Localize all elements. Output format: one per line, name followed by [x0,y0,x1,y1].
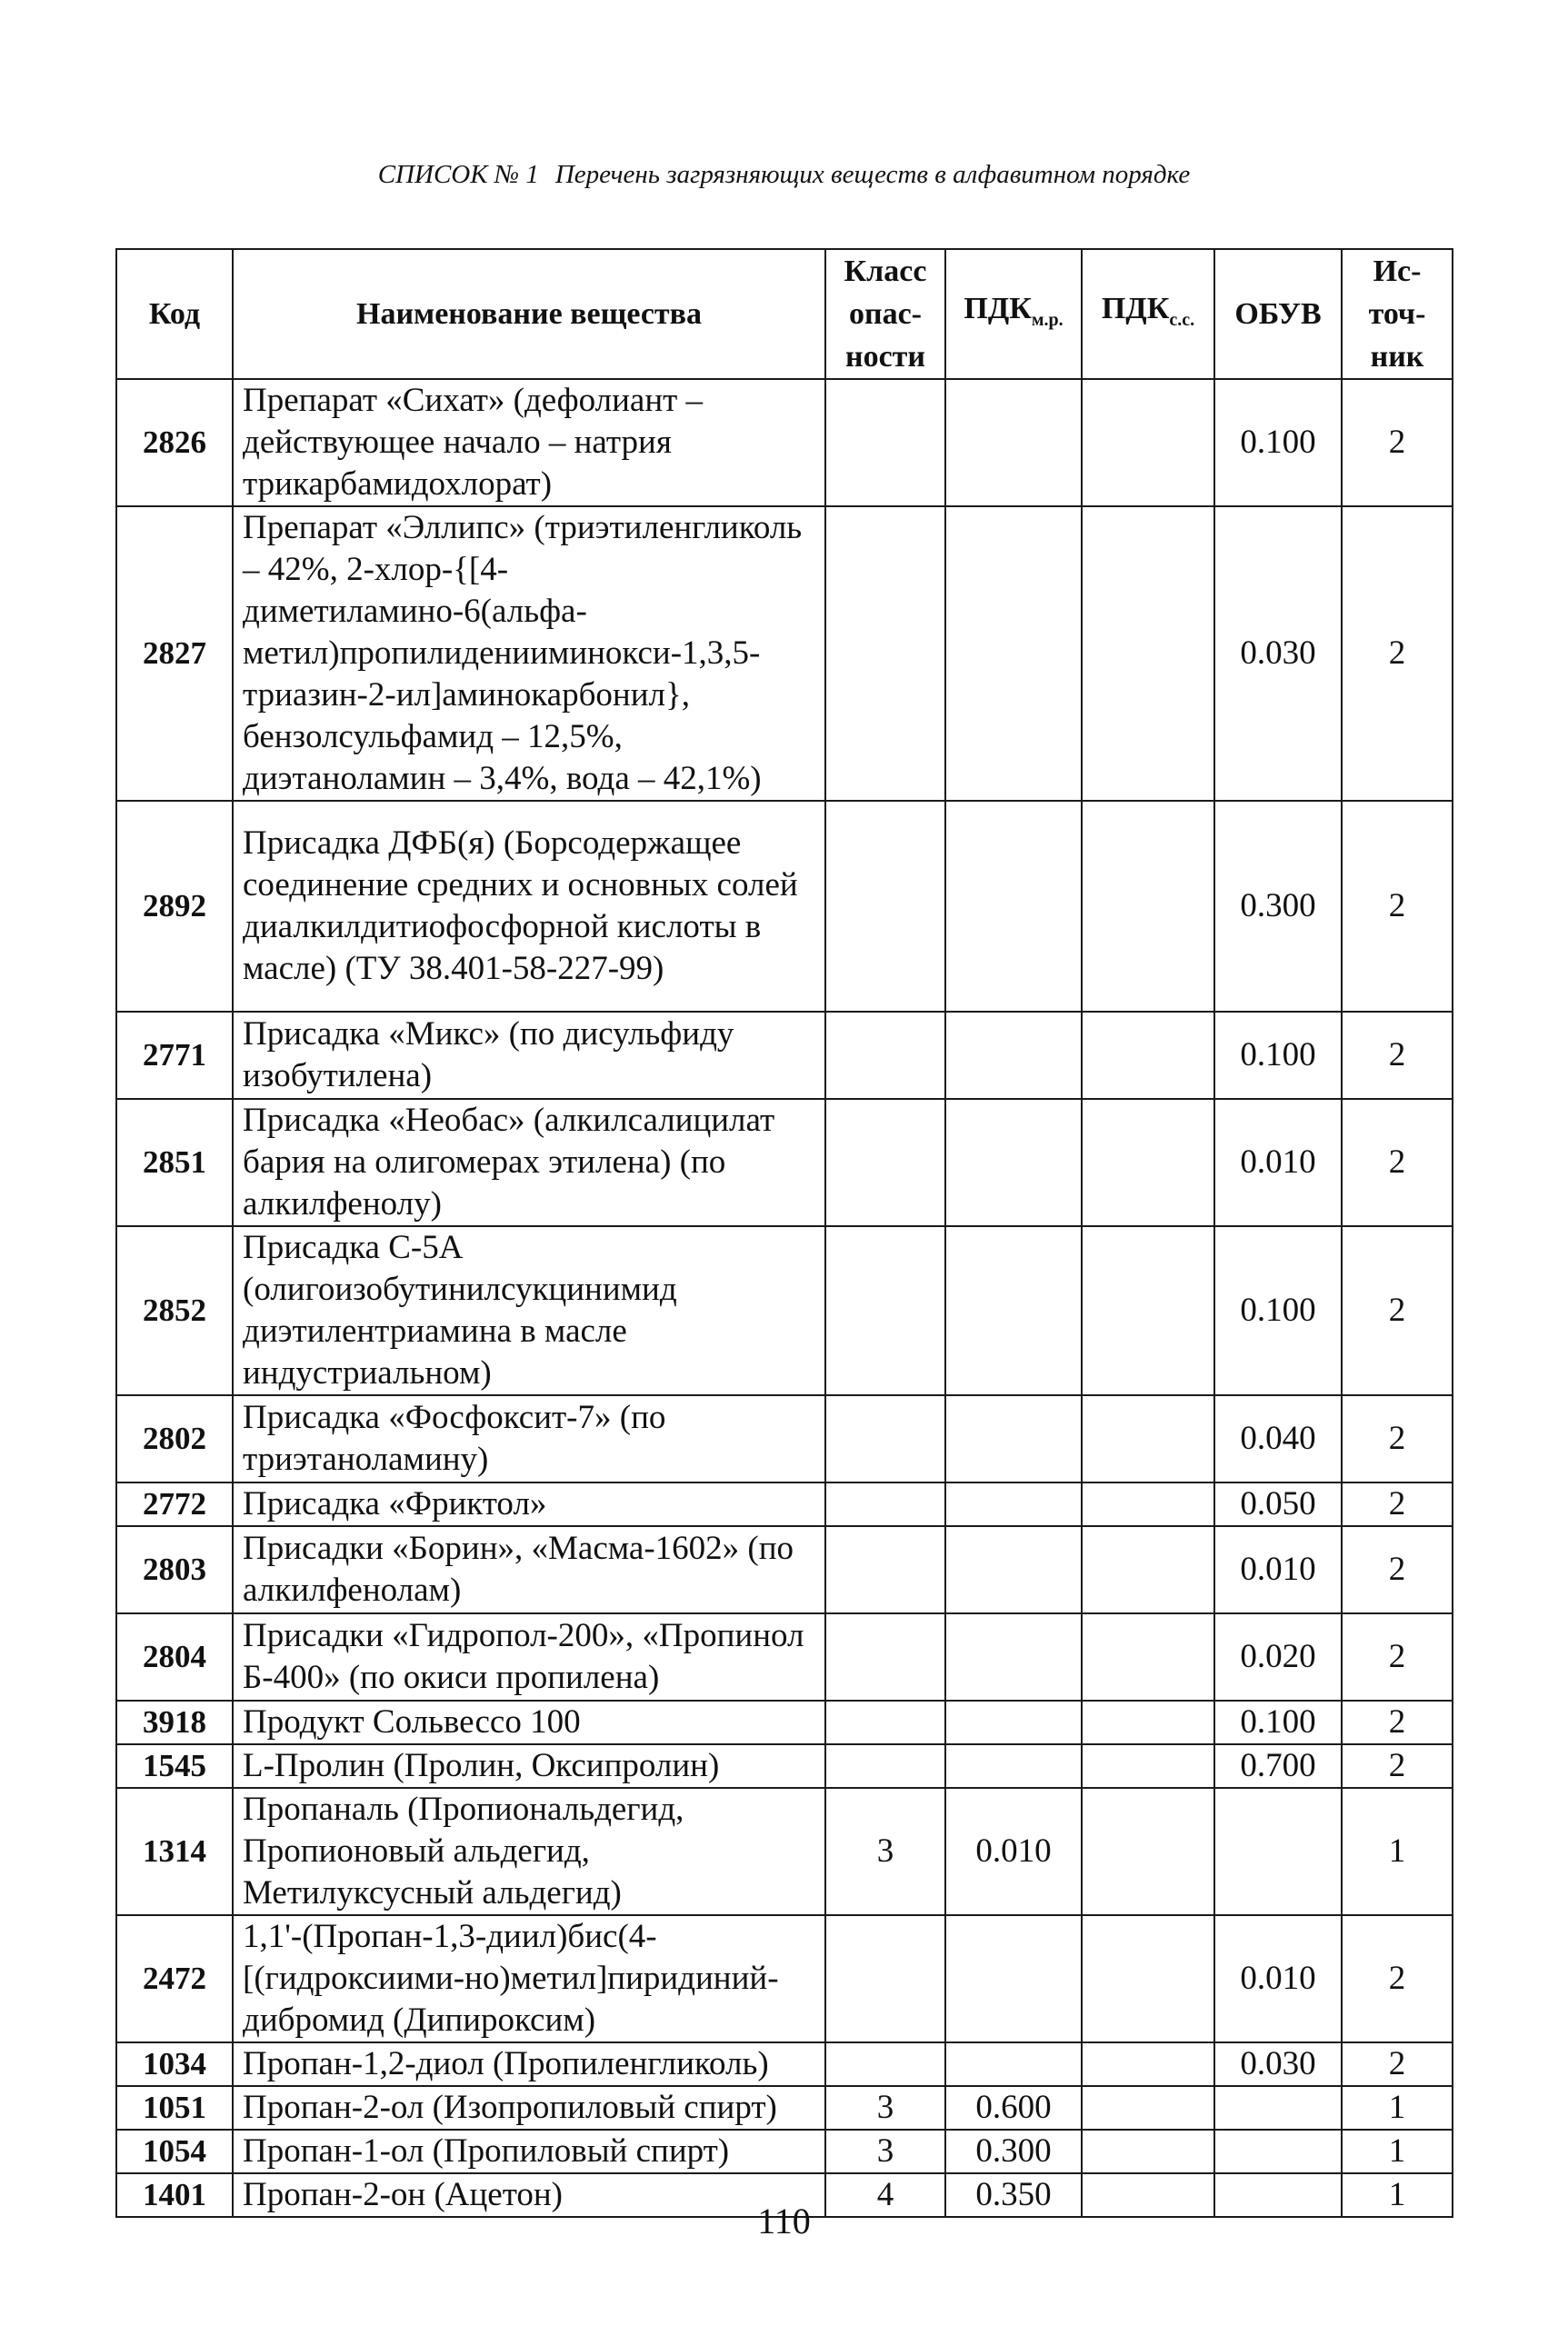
code-cell: 2772 [116,1482,233,1526]
pdk-mr-cell: 0.010 [945,1788,1082,1915]
name-cell: Присадки «Гидропол-200», «Пропинол Б-400» (по окиси пропилена) [233,1613,825,1701]
source-cell: 2 [1342,379,1453,506]
code-cell: 1545 [116,1744,233,1788]
name-cell: Препарат «Сихат» (дефолиант – действующее начало – натрия трикарбамидохлорат) [233,379,825,506]
source-cell: 2 [1342,1526,1453,1613]
hazard-class-cell: 3 [825,2130,945,2173]
name-cell: Пропан-2-он (Ацетон) [233,2173,825,2217]
obuv-cell: 0.700 [1214,1744,1342,1788]
name-cell: Пропан-1-ол (Пропиловый спирт) [233,2130,825,2173]
pdk-mr-label: ПДК [964,291,1032,325]
table-row [116,379,1453,506]
name-cell: Пропаналь (Пропиональдегид, Пропионовый альдегид, Метилуксусный альдегид) [233,1788,825,1915]
pdk-mr-cell [945,1744,1082,1788]
hazard-class-cell [825,506,945,801]
pdk-ss-cell [1082,1526,1214,1613]
obuv-cell: 0.010 [1214,1915,1342,2042]
obuv-cell: 0.100 [1214,1701,1342,1744]
pdk-ss-cell [1082,1915,1214,2042]
obuv-cell: 0.050 [1214,1482,1342,1526]
name-cell: 1,1'-(Пропан-1,3-диил)бис(4-[(гидроксиими-но)метил]пиридиний-дибромид (Дипироксим) [233,1915,825,2042]
source-cell: 2 [1342,1482,1453,1526]
pdk-mr-cell [945,801,1082,1012]
hazard-class-cell: 4 [825,2173,945,2217]
name-cell: Пропан-2-ол (Изопропиловый спирт) [233,2086,825,2130]
hazard-class-cell [825,1482,945,1526]
name-cell: Присадки «Борин», «Масма-1602» (по алкилфенолам) [233,1526,825,1613]
hazard-class-cell [825,1613,945,1701]
pdk-ss-cell [1082,1788,1214,1915]
source-cell: 2 [1342,1099,1453,1226]
table-row [116,2130,1453,2173]
pdk-ss-subscript: с.с. [1169,309,1195,330]
code-cell: 2851 [116,1099,233,1226]
pdk-ss-label: ПДК [1101,291,1170,325]
source-cell: 2 [1342,506,1453,801]
column-header-source: Ис- точ- ник [1342,249,1453,379]
pdk-mr-cell [945,1701,1082,1744]
code-cell: 1401 [116,2173,233,2217]
substances-table [115,248,1453,2218]
name-cell: Присадка «Микс» (по дисульфиду изобутилена) [233,1012,825,1099]
obuv-cell: 0.300 [1214,801,1342,1012]
pdk-ss-cell [1082,1613,1214,1701]
table-row [116,1099,1453,1226]
source-cell: 1 [1342,2086,1453,2130]
code-cell: 2803 [116,1526,233,1613]
hazard-class-cell [825,1012,945,1099]
obuv-cell: 0.030 [1214,506,1342,801]
pdk-ss-cell [1082,506,1214,801]
hazard-class-cell [825,1099,945,1226]
pdk-mr-cell: 0.350 [945,2173,1082,2217]
name-cell: Присадка «Фриктол» [233,1482,825,1526]
source-cell: 1 [1342,1788,1453,1915]
code-cell: 1054 [116,2130,233,2173]
source-cell: 2 [1342,801,1453,1012]
pdk-ss-cell [1082,1744,1214,1788]
obuv-cell: 0.100 [1214,1012,1342,1099]
table-row [116,801,1453,1012]
table-row [116,1744,1453,1788]
table-row [116,1395,1453,1482]
pdk-mr-cell [945,1613,1082,1701]
obuv-cell [1214,2130,1342,2173]
pdk-mr-cell [945,1482,1082,1526]
hazard-class-cell [825,801,945,1012]
pdk-mr-cell [945,1226,1082,1395]
pdk-mr-cell [945,506,1082,801]
pdk-ss-cell [1082,379,1214,506]
pdk-mr-cell: 0.600 [945,2086,1082,2130]
hazard-class-cell: 3 [825,2086,945,2130]
hazard-class-cell [825,379,945,506]
code-cell: 2852 [116,1226,233,1395]
table-row [116,1915,1453,2042]
pdk-mr-cell: 0.300 [945,2130,1082,2173]
list-title: Перечень загрязняющих веществ в алфавитном порядке [554,160,1191,189]
pdk-mr-cell [945,1915,1082,2042]
column-header-pdk-mr [945,249,1082,379]
obuv-cell: 0.030 [1214,2042,1342,2086]
pdk-mr-subscript: м.р. [1031,309,1064,330]
table-row [116,2042,1453,2086]
obuv-cell: 0.020 [1214,1613,1342,1701]
obuv-cell: 0.010 [1214,1099,1342,1226]
pdk-ss-cell [1082,1099,1214,1226]
code-cell: 2826 [116,379,233,506]
obuv-cell: 0.010 [1214,1526,1342,1613]
name-cell: Пропан-1,2-диол (Пропиленгликоль) [233,2042,825,2086]
list-number: СПИСОК № 1 [377,160,539,189]
table-header-row [116,249,1453,379]
table-row [116,1613,1453,1701]
column-header-name: Наименование вещества [233,249,825,379]
source-cell: 2 [1342,2042,1453,2086]
pdk-ss-cell [1082,1226,1214,1395]
pdk-ss-cell [1082,2042,1214,2086]
pdk-ss-cell [1082,1482,1214,1526]
hazard-class-cell [825,1395,945,1482]
name-cell: Присадка «Необас» (алкилсалицилат бария на олигомерах этилена) (по алкилфенолу) [233,1099,825,1226]
source-cell: 2 [1342,1915,1453,2042]
table-row [116,1226,1453,1395]
name-cell: Присадка ДФБ(я) (Борсодержащее соединение средних и основных солей диалкилдитиофосфорной кислоты в масле) (ТУ 38.401-58-227-99) [233,801,825,1012]
name-cell: Продукт Сольвессо 100 [233,1701,825,1744]
column-header-pdk-ss [1082,249,1214,379]
hazard-class-cell [825,1701,945,1744]
table-row [116,1482,1453,1526]
name-cell: Препарат «Эллипс» (триэтиленгликоль – 42%, 2-хлор-{[4-диметиламино-6(альфа-метил)пропилиденииминокси-1,3,5-триазин-2-ил]аминокарбонил}, бензолсульфамид – 12,5%, диэтаноламин – 3,4%, вода – 42,1%) [233,506,825,801]
hazard-class-cell [825,1226,945,1395]
pdk-mr-cell [945,1526,1082,1613]
code-cell: 1314 [116,1788,233,1915]
name-cell: Присадка С-5А (олигоизобутинилсукцинимид диэтилентриамина в масле индустриальном) [233,1226,825,1395]
code-cell: 3918 [116,1701,233,1744]
pdk-ss-cell [1082,1701,1214,1744]
obuv-cell [1214,2086,1342,2130]
pdk-mr-cell [945,379,1082,506]
page-header [0,160,1568,190]
hazard-class-cell [825,2042,945,2086]
source-cell: 2 [1342,1701,1453,1744]
source-cell: 2 [1342,1012,1453,1099]
code-cell: 2827 [116,506,233,801]
hazard-class-cell [825,1915,945,2042]
pdk-ss-cell [1082,1012,1214,1099]
column-header-obuv: ОБУВ [1214,249,1342,379]
obuv-cell: 0.100 [1214,379,1342,506]
source-cell: 2 [1342,1744,1453,1788]
obuv-cell: 0.100 [1214,1226,1342,1395]
table-row [116,506,1453,801]
code-cell: 1051 [116,2086,233,2130]
column-header-hazard-class: Класс опас- ности [825,249,945,379]
pdk-ss-cell [1082,801,1214,1012]
obuv-cell: 0.040 [1214,1395,1342,1482]
table-row [116,1012,1453,1099]
pdk-mr-cell [945,1099,1082,1226]
source-cell: 2 [1342,1395,1453,1482]
pdk-ss-cell [1082,2130,1214,2173]
code-cell: 2802 [116,1395,233,1482]
pdk-ss-cell [1082,2086,1214,2130]
name-cell: L-Пролин (Пролин, Оксипролин) [233,1744,825,1788]
page-number: 110 [757,2201,811,2241]
source-cell: 1 [1342,2173,1453,2217]
pdk-ss-cell [1082,1395,1214,1482]
pdk-mr-cell [945,1012,1082,1099]
name-cell: Присадка «Фосфоксит-7» (по триэтаноламину) [233,1395,825,1482]
table-row [116,2086,1453,2130]
hazard-class-cell [825,1744,945,1788]
obuv-cell [1214,1788,1342,1915]
source-cell: 1 [1342,2130,1453,2173]
source-cell: 2 [1342,1226,1453,1395]
table-row [116,1788,1453,1915]
column-header-code: Код [116,249,233,379]
pdk-mr-cell [945,2042,1082,2086]
pdk-mr-cell [945,1395,1082,1482]
code-cell: 2472 [116,1915,233,2042]
code-cell: 2804 [116,1613,233,1701]
code-cell: 1034 [116,2042,233,2086]
table-body [116,379,1453,2217]
code-cell: 2771 [116,1012,233,1099]
hazard-class-cell: 3 [825,1788,945,1915]
source-cell: 2 [1342,1613,1453,1701]
table-row [116,1701,1453,1744]
code-cell: 2892 [116,801,233,1012]
hazard-class-cell [825,1526,945,1613]
table-row [116,1526,1453,1613]
